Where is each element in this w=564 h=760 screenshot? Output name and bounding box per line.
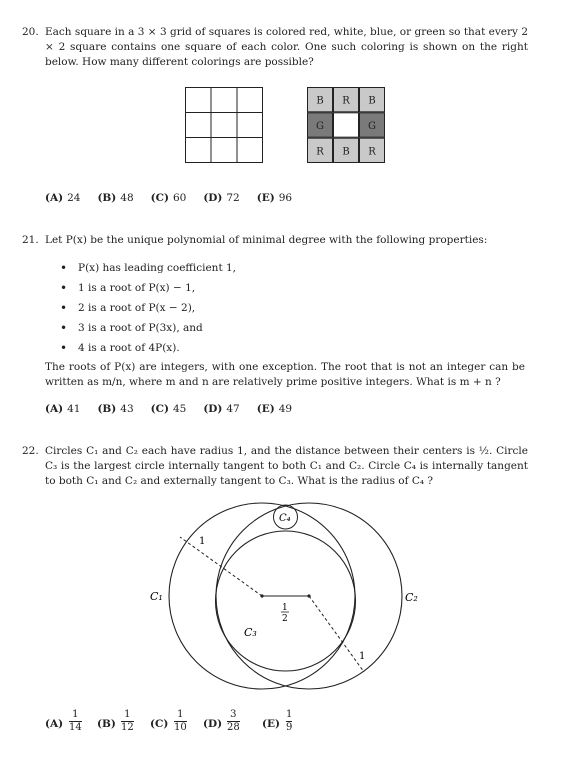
choice-fraction [174,709,187,734]
choice-fraction [286,709,292,734]
example-coloring-grid [307,87,385,163]
choice-value: 47 [226,403,240,415]
choice-fraction [69,709,82,734]
choice-value: 43 [120,403,134,415]
fraction-numerator: 1 [72,709,79,720]
choice-value: 45 [172,403,187,415]
choice-letter: (A) [45,192,64,204]
fraction-denominator: 14 [69,722,82,733]
problem-text: Each square in a 3 × 3 grid of squares is colored red, white, blue, or green so that every 2 × 2 square contains one square of each color. One such coloring is shown on the right below. How many different colorings are possible? [45,26,528,68]
problem-text: The roots of P(x) are integers, with one exception. The root that is not an integer can be written as m/n, where m and n are relatively prime positive integers. What is m + n ? [45,361,525,388]
radius-c1 [180,537,262,596]
fraction-denominator: 10 [174,722,187,733]
answer-choice [257,191,292,206]
choice-value: 49 [278,403,293,415]
label-half-num: 1 [282,603,288,613]
choice-letter: (C) [150,403,169,415]
label-c3: C₃ [244,626,257,639]
choice-letter: (B) [97,718,116,730]
choice-letter: (E) [256,192,275,204]
problem-number: 20. [22,26,39,38]
grid-cell-letter: B [316,95,324,107]
answer-choices-21 [45,402,309,417]
choice-letter: (C) [150,718,169,730]
fraction-numerator: 1 [124,709,131,720]
answer-choice [151,191,187,206]
choice-value: 48 [120,192,134,204]
choice-value: 60 [172,192,187,204]
property-list [60,258,236,358]
grid-cell-letter: G [316,120,324,132]
property-item: • 3 is a root of P(3x), and [60,318,236,338]
choice-value: 72 [226,192,240,204]
fraction-numerator: 1 [286,709,293,720]
choice-fraction [121,709,134,734]
choice-letter: (E) [262,718,280,730]
grid-cell [334,113,359,137]
grid-cell-letter: B [368,95,376,107]
choice-value: 24 [67,192,81,204]
problem-number: 21. [22,234,39,246]
choice-fraction [227,709,240,734]
property-item: • 4 is a root of 4P(x). [60,338,236,358]
circle-c3 [216,531,356,671]
answer-choices-20 [45,191,309,206]
fraction-denominator: 28 [227,722,240,733]
answer-choice [97,191,133,206]
choice-letter: (C) [150,192,169,204]
grid-cell-letter: R [342,95,350,107]
grid-cell-letter: R [316,146,324,158]
problem-intro: Let P(x) be the unique polynomial of minimal degree with the following properties: [45,234,488,246]
answer-choice [97,402,133,417]
choice-letter: (D) [203,403,223,415]
choice-letter: (A) [45,403,64,415]
property-item: • P(x) has leading coefficient 1, [60,258,236,278]
label-radius-1a: 1 [199,536,206,547]
label-c4: C₄ [279,513,291,524]
grid-cell-letter: B [342,146,350,158]
answer-choice [203,402,239,417]
label-radius-1b: 1 [359,651,366,662]
fraction-denominator: 9 [286,722,293,733]
fraction-numerator: 3 [230,709,237,720]
label-c2: C₂ [405,591,418,604]
choice-letter: (B) [97,192,117,204]
answer-choice [151,402,187,417]
choice-letter: (E) [256,403,275,415]
answer-choice [203,191,239,206]
empty-3x3-grid [185,87,263,163]
choice-letter: (D) [203,192,223,204]
choice-value: 96 [278,192,293,204]
grid-cell-letter: R [368,146,376,158]
property-item: • 2 is a root of P(x − 2), [60,298,236,318]
answer-choice [45,191,80,206]
fraction-denominator: 12 [121,722,134,733]
choice-letter: (B) [97,403,117,415]
problem-number: 22. [22,445,39,457]
fraction-numerator: 1 [177,709,184,720]
answer-choice [45,402,80,417]
label-half-den: 2 [282,614,288,624]
grid-cell-letter: G [368,120,376,132]
label-c1: C₁ [150,590,163,603]
circles-diagram [150,495,430,705]
choice-value: 41 [67,403,81,415]
problem-text: Circles C₁ and C₂ each have radius 1, and the distance between their centers is ½. Circle C₃ is the largest circle internally tangent to both C₁ and C₂. Circle C₄ is internally tangent to both C₁ and C₂ and externally tangent to C₃. What is the radius of C₄ ? [45,445,528,487]
property-item: • 1 is a root of P(x) − 1, [60,278,236,298]
choice-letter: (D) [203,718,223,730]
answer-choice [257,402,292,417]
choice-letter: (A) [45,718,64,730]
